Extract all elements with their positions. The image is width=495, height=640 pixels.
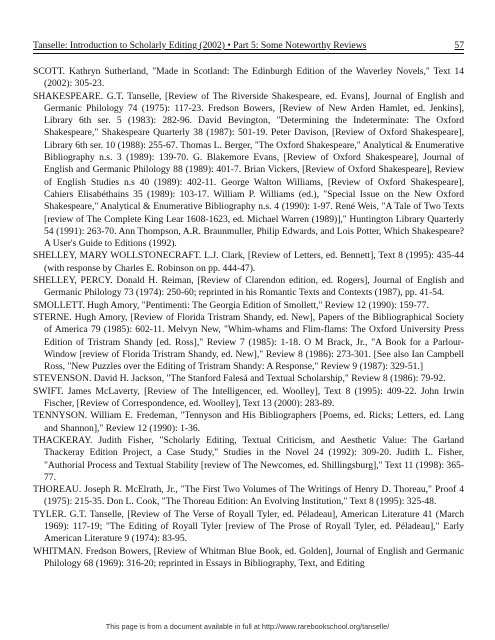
bibliography-entry-scott: SCOTT. Kathryn Sutherland, "Made in Scotland: The Edinburgh Edition of the Waverley Novels," Text 14 (2002): 305-23. bbox=[33, 66, 464, 90]
bibliography-entry-thackeray: THACKERAY. Judith Fisher, "Scholarly Editing, Textual Criticism, and Aesthetic Value: The Garland Thackeray Edition Project, a Case Study," Studies in the Novel 24 (1992): 309-20. Judith L. Fisher, "Authorial Process and Textual Stability [review of The Newcomes, ed. Shillingsburg]," Text 11 (1998): 365-77. bbox=[33, 434, 464, 483]
bibliography-entry-percy-shelley: SHELLEY, PERCY. Donald H. Reiman, [Review of Clarendon edition, ed. Rogers], Journal of English and Germanic Philology 73 (1974): 250-60; reprinted in his Romantic Texts and Contexts (1987), pp. 41-54. bbox=[33, 275, 464, 299]
bibliography-entry-thoreau: THOREAU. Joseph R. McElrath, Jr., "The First Two Volumes of The Writings of Henry D. Thoreau," Proof 4 (1975): 215-35. Don L. Cook, "The Thoreau Edition: An Evolving Institution," Text 8 (1995): 325-48. bbox=[33, 484, 464, 508]
running-header bbox=[33, 40, 464, 54]
bibliography-entry-shakespeare: SHAKESPEARE. G.T. Tanselle, [Review of The Riverside Shakespeare, ed. Evans], Journal of English and Germanic Philology 74 (1975): 117-23. Fredson Bowers, [Review of New Arden Hamlet, ed. Jenkins], Library 6th ser. 5 (1983): 282-96. David Bevington, "Determining the Indeterminate: The Oxford Shakespeare," Shakespeare Quarterly 38 (1987): 501-19. Peter Davison, [Review of Oxford Shakespeare], Library 6th ser. 10 (1988): 255-67. Thomas L. Berger, "The Oxford Shakespeare," Analytical & Enumerative Bibliography n.s. 3 (1989): 139-70. G. Blakemore Evans, [Review of Oxford Shakespeare], Journal of English and Germanic Philology 88 (1989): 401-7. Brian Vickers, [Review of Oxford Shakespeare], Review of English Studies n.s 40 (1989): 402-11. George Walton Williams, [Review of Oxford Shakespeare], Cahiers Elisabéthains 35 (1989): 103-17. William P. Williams (ed.), "Special Issue on the New Oxford Shakespeare," Analytical & Enumerative Bibliography n.s. 4 (1990): 1-97. René Weis, "A Tale of Two Texts [review of The Complete King Lear 1608-1623, ed. Michael Warren (1989)]," Huntington Library Quarterly 54 (1991): 263-70. Ann Thompson, A.R. Braunmuller, Philip Edwards, and Lois Potter, Which Shakespeare? A User's Guide to Editions (1992). bbox=[33, 90, 464, 250]
bibliography-entry-smollett: SMOLLETT. Hugh Amory, "Pentimenti: The Georgia Edition of Smollett," Review 12 (1990): 159-77. bbox=[33, 299, 429, 311]
page-number: 57 bbox=[454, 40, 464, 51]
bibliography-entry-tyler: TYLER. G.T. Tanselle, [Review of The Verse of Royall Tyler, ed. Péladeau], American Literature 41 (March 1969): 117-19; "The Editing of Royall Tyler [review of The Prose of Royall Tyler, ed. Péladeau]," Early American Literature 9 (1974): 83-95. bbox=[33, 508, 464, 545]
document-page bbox=[33, 40, 464, 570]
bibliography-entry-tennyson: TENNYSON. William E. Fredeman, "Tennyson and His Bibliographers [Poems, ed. Ricks; Letters, ed. Lang and Shannon]," Review 12 (1990): 1-36. bbox=[33, 410, 464, 434]
bibliography-entry-stevenson: STEVENSON. David H. Jackson, "The Stanford Falesá and Textual Scholarship," Review 8 (1986): 79-92. bbox=[33, 373, 446, 385]
bibliography-entry-whitman: WHITMAN. Fredson Bowers, [Review of Whitman Blue Book, ed. Golden], Journal of English and Germanic Philology 68 (1969): 316-20; reprinted in Essays in Bibliography, Text, and Editing bbox=[33, 545, 464, 569]
bibliography-entry-swift: SWIFT. James McLaverty, [Review of The Intelligencer, ed. Woolley], Text 8 (1995): 409-22. John Irwin Fischer, [Review of Correspondence, ed. Woolley], Text 13 (2000): 283-89. bbox=[33, 385, 464, 410]
header-title: Tanselle: Introduction to Scholarly Editing (2002) • Part 5: Some Noteworthy Reviews bbox=[33, 40, 367, 51]
bibliography-entry-mary-shelley: SHELLEY, MARY WOLLSTONECRAFT. L.J. Clark, [Review of Letters, ed. Bennett], Text 8 (1995): 435-44 (with response by Charles E. Robinson on pp. 444-47). bbox=[33, 250, 464, 274]
page-footer: This page is from a document available in full at http://www.rarebookschool.org/tanselle/ bbox=[105, 622, 390, 631]
bibliography-entry-sterne: STERNE. Hugh Amory, [Review of Florida Tristram Shandy, ed. New], Papers of the Bibliographical Society of America 79 (1985): 602-11. Melvyn New, "Whim-whams and Flim-flams: The Oxford University Press Edition of Tristram Shandy [ed. Ross]," Review 7 (1985): 1-18. O M Brack, Jr., "A Book for a Parlour-Window [review of Florida Tristram Shandy, ed. New]," Review 8 (1986): 273-301. [See also Ian Campbell Ross, "New Puzzles over the Editing of Tristram Shandy: A Response," Review 9 (1987): 329-51.] bbox=[33, 311, 464, 373]
bibliography-list bbox=[33, 66, 464, 570]
